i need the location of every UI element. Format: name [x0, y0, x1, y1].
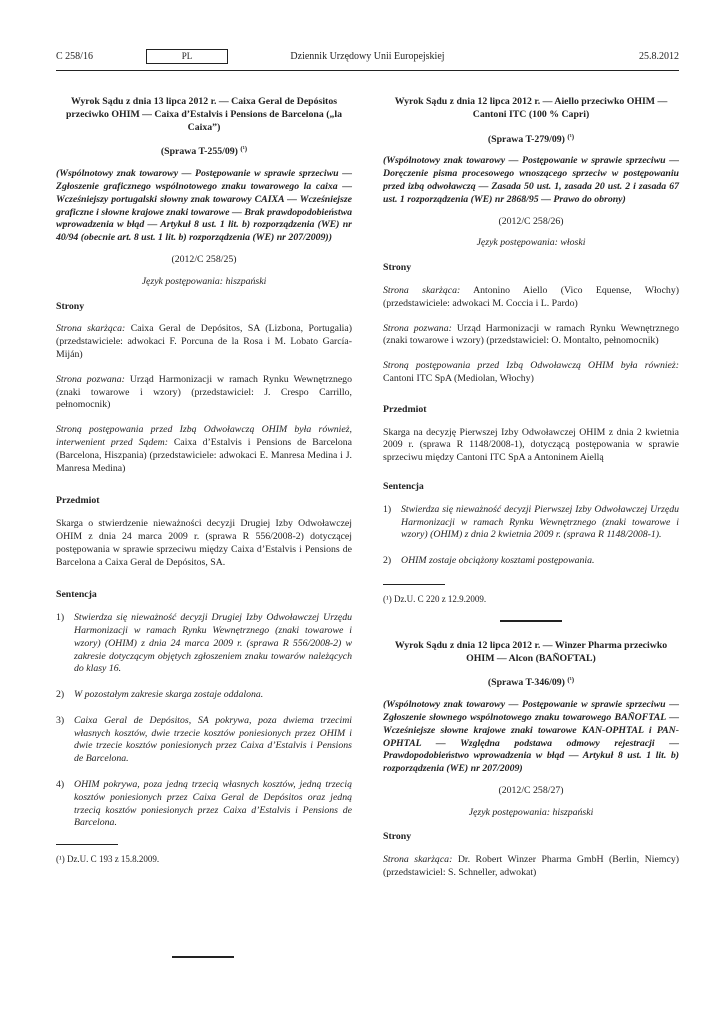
judgment-title: Wyrok Sądu z dnia 13 lipca 2012 r. — Caixa Geral de Depósitos przeciwko OHIM — Caixa d’Estalvis i Pensions de Barcelona („la Caixa”) [65, 96, 343, 133]
subject-heading: Przedmiot [383, 403, 427, 415]
case-number: (Sprawa T-346/09) $^{(^1)}$ [487, 676, 575, 689]
parties-heading: Strony [56, 300, 85, 312]
operative-heading: Sentencja [56, 589, 97, 601]
operative-item: 3) Caixa Geral de Depósitos, SA pokrywa, poza dwiema trzecimi własnych kosztów, dwie trzecie kosztów poniesionych przez OHIM i dwie trzecie kosztów poniesionych przez Caixa d’Estalvis i Pensions de Barcelona. [56, 714, 352, 765]
defendant: Strona pozwana: Urząd Harmonizacji w ramach Rynku Wewnętrznego (znaki towarowe i wzory) (przedstawiciel: J. Crespo Carrillo, pełnomocnik) [56, 373, 352, 411]
footnote-ref: (¹) [567, 676, 575, 685]
footnote: (¹) Dz.U. C 193 z 15.8.2009. [56, 854, 160, 865]
section-separator [172, 956, 234, 958]
defendant: Strona pozwana: Urząd Harmonizacji w ramach Rynku Wewnętrznego (znaki towarowe i wzory) (przedstawiciel: O. Montalto, pełnomocnik) [383, 322, 679, 347]
left-column [56, 96, 352, 880]
judgment-keywords: (Wspólnotowy znak towarowy — Postępowanie w sprawie sprzeciwu — Zgłoszenie słownego wspólnotowego znaku towarowego BAÑOFTAL — Wcześniejsze słowne krajowe znaki towarowe KAN-OPHTAL i PAN-OPHTAL — Względna podstawa odmowy rejestracji — Prawdopodobieństwo wprowadzenia w błąd — Artykuł 8 ust. 1 lit. b) rozporządzenia (WE) nr 207/2009) [383, 699, 679, 775]
footnote-ref: (¹) [567, 132, 575, 141]
subject-text: Skarga na decyzję Pierwszej Izby Odwoławczej OHIM z dnia 2 kwietnia 2009 r. (sprawa R 1148/2008-1), dotyczącą postępowania w sprawie sprzeciwu między Cantoni ITC SpA a Antoninem Aiellą [383, 426, 679, 464]
case-number: (Sprawa T-255/09) $^{(^1)}$ [160, 145, 248, 158]
header-divider [56, 70, 679, 71]
journal-title: Dziennik Urzędowy Unii Europejskiej [290, 51, 445, 62]
footnote-ref: (¹) [240, 145, 248, 154]
applicant: Strona skarżąca: Dr. Robert Winzer Pharma GmbH (Berlin, Niemcy) (przedstawiciel: S. Schneller, adwokat) [383, 854, 679, 879]
subject-text: Skarga o stwierdzenie nieważności decyzji Drugiej Izby Odwoławczej OHIM z dnia 24 marca 2009 r. (sprawa R 556/2008-2) dotyczącej postępowania w sprawie sprzeciwu między Caixa d’Estalvis i Pensions de Barcelona a Caixa Geral de Depósitos, SA. [56, 518, 352, 568]
publication-reference: (2012/C 258/26) [498, 215, 564, 227]
right-column [383, 96, 679, 892]
language-of-case: Język postępowania: hiszpański [141, 275, 267, 287]
applicant: Strona skarżąca: Caixa Geral de Depósitos, SA (Lizbona, Portugalia) (przedstawiciele: adwokaci F. Porcuna de la Rosa i M. Lobato García-Miján) [56, 323, 352, 360]
judgment-keywords: (Wspólnotowy znak towarowy — Postępowanie w sprawie sprzeciwu — Doręczenie pisma procesowego wnoszącego sprzeciw w postępowaniu przed izbą odwoławczą — Zasada 50 ust. 1, zasada 20 ust. 2 i zasada 67 ust. 1 rozporządzenia (WE) nr 2868/95 — Prawo do obrony) [383, 155, 679, 205]
publication-date: 25.8.2012 [639, 51, 679, 62]
publication-reference: (2012/C 258/27) [498, 784, 564, 796]
footnote-divider [56, 844, 118, 845]
applicant: Strona skarżąca: Antonino Aiello (Vico Equense, Włochy) (przedstawiciele: adwokaci M. Coccia i L. Pardo) [383, 284, 679, 309]
footnote: (¹) Dz.U. C 220 z 12.9.2009. [383, 593, 487, 604]
footnote-divider [383, 584, 445, 585]
journal-series: C 258/16 [56, 51, 93, 62]
language-of-case: Język postępowania: włoski [476, 237, 586, 249]
judgment-title: Wyrok Sądu z dnia 12 lipca 2012 r. — Aiello przeciwko OHIM — Cantoni ITC (100 % Capri) [394, 96, 668, 120]
language-of-case: Język postępowania: hiszpański [468, 806, 594, 818]
operative-list [56, 612, 352, 830]
language-box: PL [146, 49, 228, 64]
operative-heading: Sentencja [383, 480, 424, 492]
other-party: Stroną postępowania przed Izbą Odwoławczą OHIM była również: Cantoni ITC SpA (Mediolan, Włochy) [383, 360, 679, 384]
subject-heading: Przedmiot [56, 495, 100, 507]
operative-item: 2) OHIM zostaje obciążony kosztami postępowania. [383, 555, 595, 567]
operative-item: 1) Stwierdza się nieważność decyzji Pierwszej Izby Odwoławczej Urzędu Harmonizacji w ramach Rynku Wewnętrznego (znaki towarowe i wzory) (OHIM) z dnia 2 kwietnia 2009 r. (sprawa R 1148/2008-1). [383, 503, 679, 541]
judgment-keywords: (Wspólnotowy znak towarowy — Postępowanie w sprawie sprzeciwu — Zgłoszenie graficznego wspólnotowego znaku towarowego la caixa — Wcześniejszy portugalski słowny znak towarowy CAIXA — Wcześniejsze graficzne i słowne krajowe znaki towarowe — Brak prawdopodobieństwa wprowadzenia w błąd — Artykuł 8 ust. 1 lit. b) rozporządzenia (WE) nr 40/94 (obecnie art. 8 ust. 1 lit. b) rozporządzenia (WE) nr 207/2009)) [56, 168, 352, 244]
parties-heading: Strony [383, 831, 412, 843]
case-number: (Sprawa T-279/09) $^{(^1)}$ [487, 132, 575, 145]
operative-list [383, 504, 679, 568]
operative-item: 4) OHIM pokrywa, poza jedną trzecią własnych kosztów, jedną trzecią kosztów poniesionych przez Caixa Geral de Depósitos oraz jedną trzecią kosztów poniesionych przez Caixa d’Estalvis i Pensions de Barcelona. [56, 779, 352, 829]
operative-item: 1) Stwierdza się nieważność decyzji Drugiej Izby Odwoławczej Urzędu Harmonizacji w ramach Rynku Wewnętrznego (znaki towarowe i wzory) (OHIM) z dnia 24 marca 2009 r. (sprawa R 556/2008-2) w zakresie dotyczącym objętych zgłoszeniem znaku towarów należących do klasy 16. [56, 612, 352, 675]
publication-reference: (2012/C 258/25) [171, 253, 237, 265]
parties-heading: Strony [383, 262, 412, 274]
intervener: Stroną postępowania przed Izbą Odwoławczą OHIM była również, interwenient przed Sądem: Caixa d’Estalvis i Pensions de Barcelona (Barcelona, Hiszpania) (przedstawiciele: adwokaci E. Manresa Medina i J. Manresa Medina) [56, 424, 353, 474]
operative-item: 2) W pozostałym zakresie skarga zostaje oddalona. [56, 689, 264, 701]
judgment-title: Wyrok Sądu z dnia 12 lipca 2012 r. — Winzer Pharma przeciwko OHIM — Alcon (BAÑOFTAL) [394, 639, 668, 664]
section-separator [500, 620, 562, 622]
page-header [56, 49, 679, 67]
